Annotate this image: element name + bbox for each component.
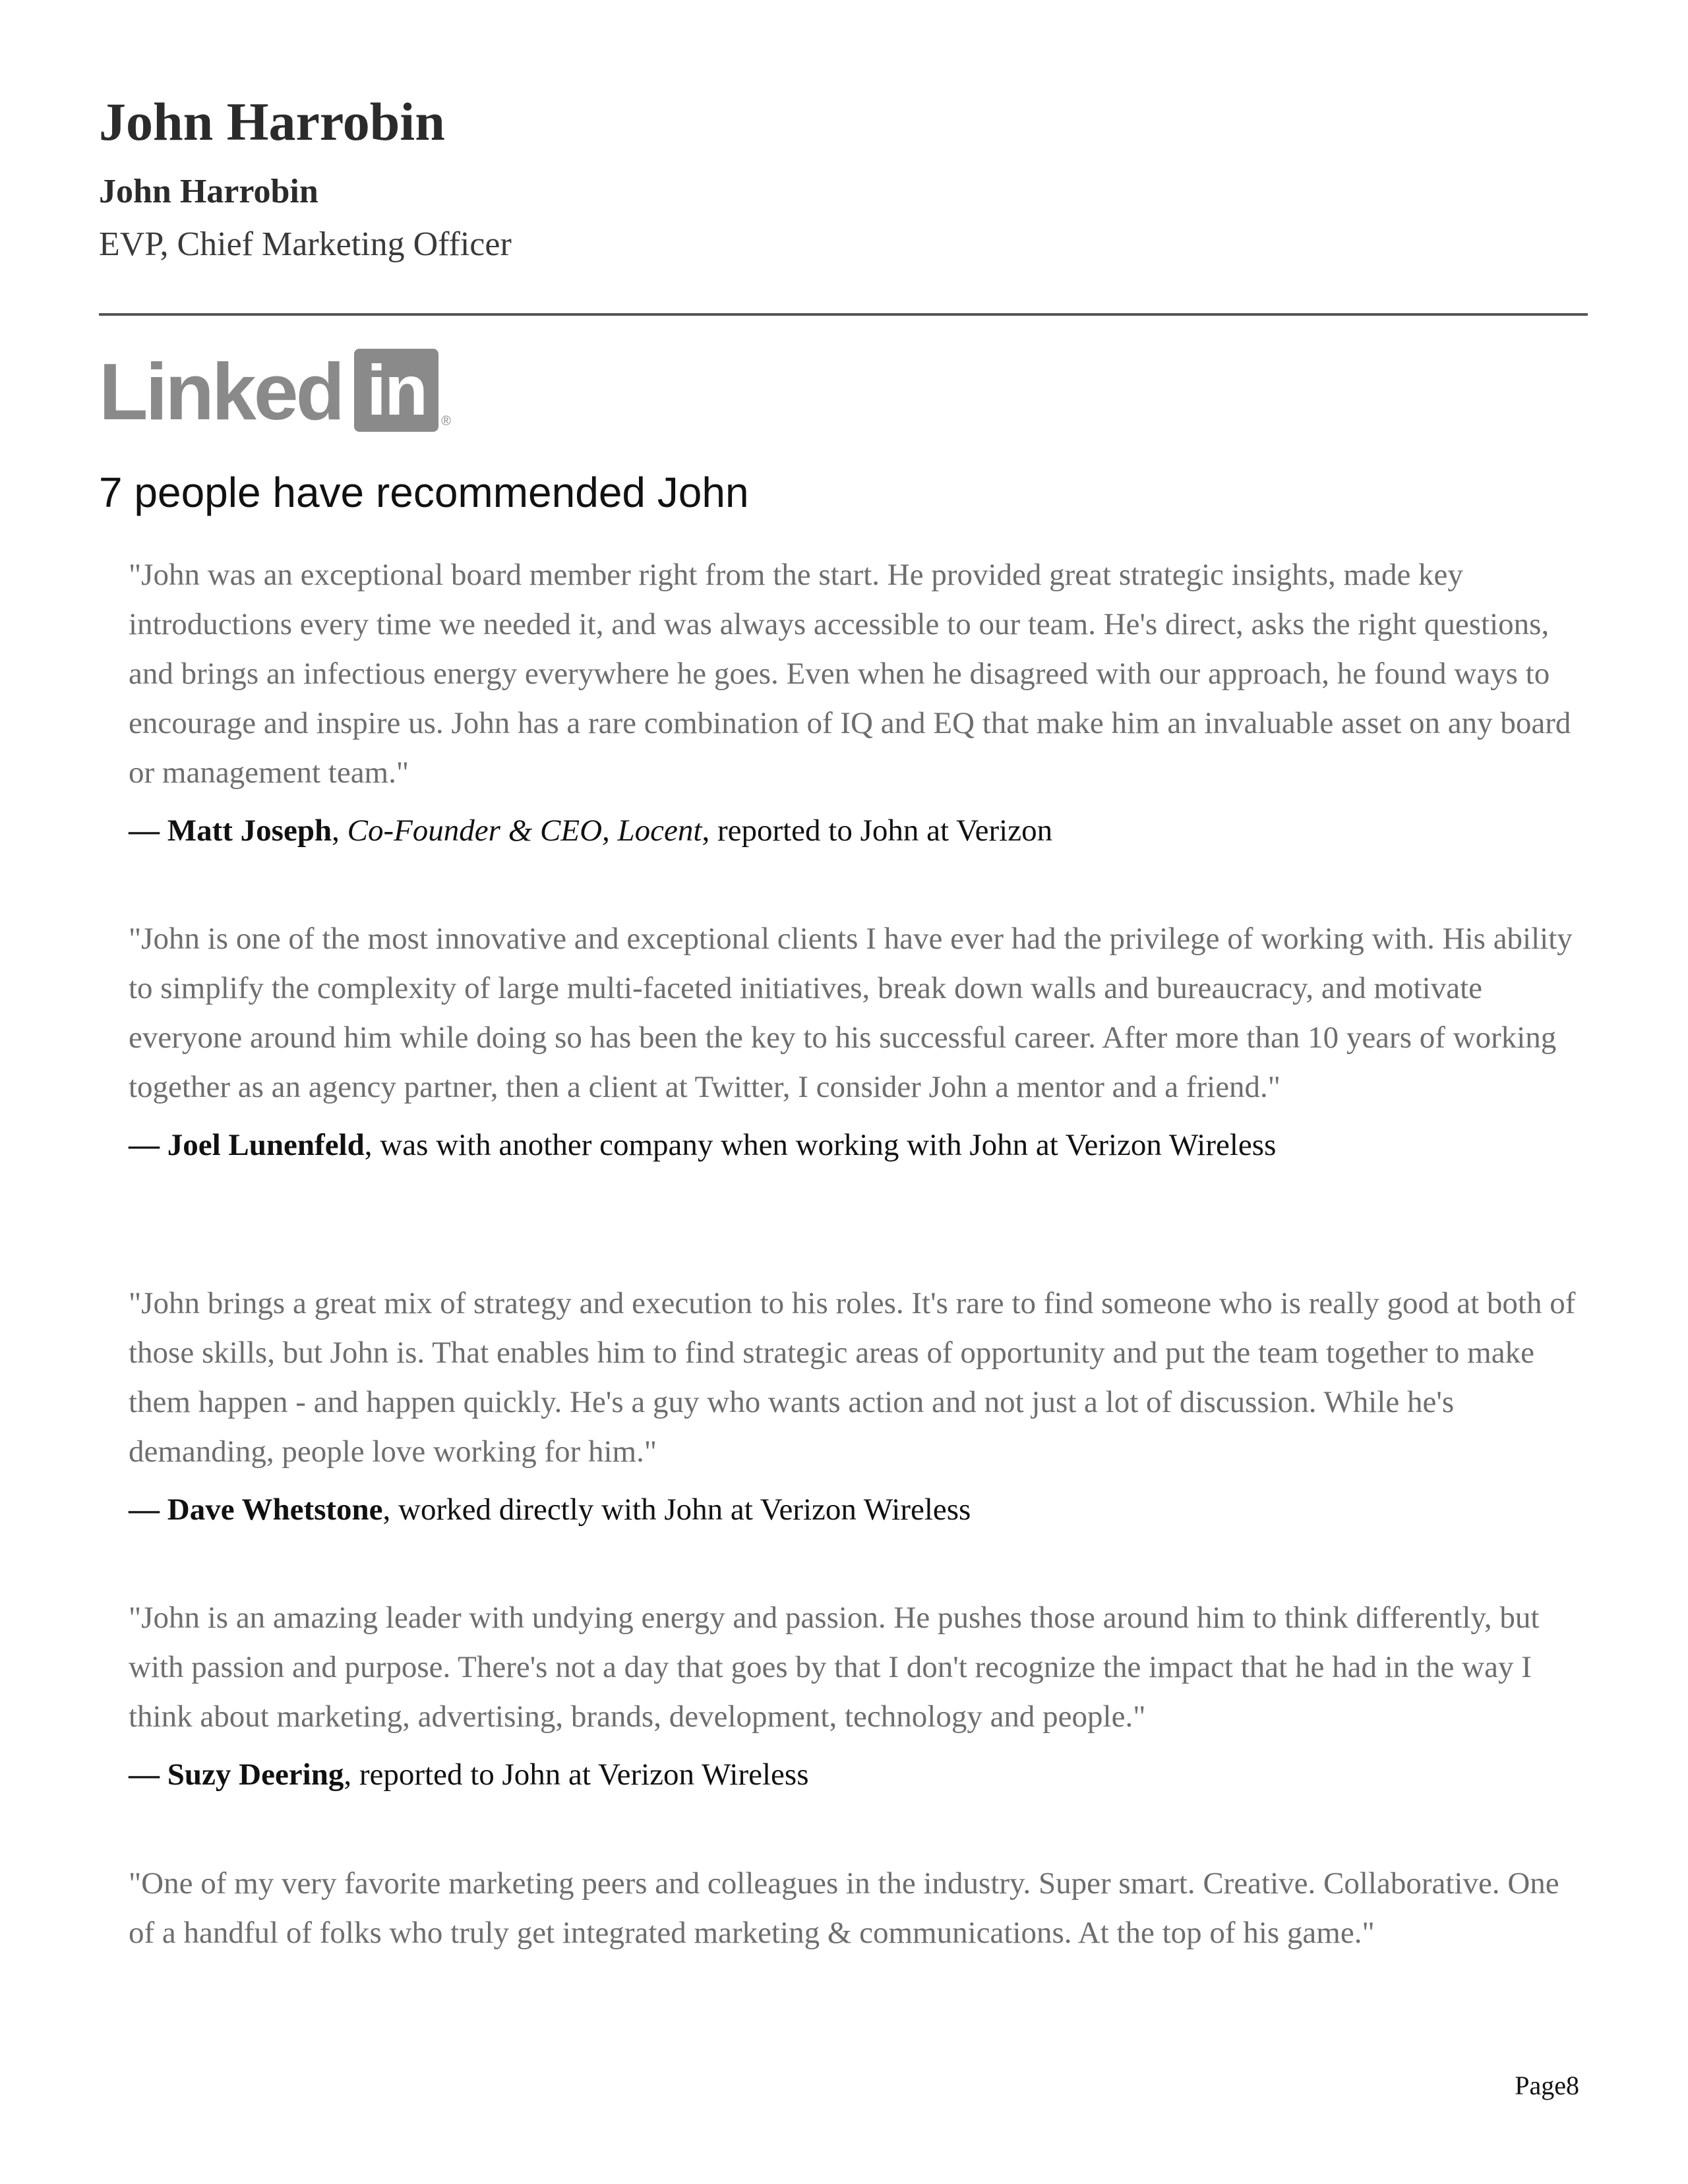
attribution-dash: — (129, 1757, 167, 1792)
attribution-dash: — (129, 813, 167, 848)
linkedin-logo-box (354, 349, 438, 432)
linkedin-logo-word: Linked (99, 347, 343, 436)
recommendation-author-role: Co-Founder & CEO, Locent (347, 813, 702, 848)
page-number: Page8 (1515, 2071, 1579, 2100)
recommendation-quote: "John is one of the most innovative and exceptional clients I have ever had the privilege of working with. His ability to simplify the complexity of large multi-faceted initiatives, break down walls and bureaucracy, and motivate everyone around him while doing so has been the key to his successful career. After more than 10 years of working together as an agency partner, then a client at Twitter, I consider John a mentor and a friend." (129, 922, 1573, 1104)
header-divider (99, 313, 1588, 316)
recommendation-item (129, 1279, 1589, 1529)
recommendation-attribution (129, 811, 1589, 850)
recommendation-quote: "John is an amazing leader with undying energy and passion. He pushes those around him to think differently, but with passion and purpose. There's not a day that goes by that I don't recognize the impact that he had in the way I think about marketing, advertising, brands, development, technology and people." (129, 1601, 1540, 1734)
recommendation-item (129, 1593, 1589, 1794)
recommendation-attribution (129, 1125, 1589, 1165)
recommendations-heading-text: people have recommended John (122, 469, 749, 516)
recommendation-relation: , was with another company when working with John at Verizon Wireless (364, 1128, 1277, 1162)
attribution-dash: — (129, 1128, 167, 1162)
profile-job-title: EVP, Chief Marketing Officer (99, 225, 512, 263)
page-title: John Harrobin (99, 92, 445, 152)
recommendation-attribution (129, 1490, 1589, 1529)
recommendation-item (129, 1859, 1589, 1958)
linkedin-logo-box-text: in (367, 350, 427, 430)
recommendation-attribution (129, 1755, 1589, 1794)
recommendation-item (129, 550, 1589, 850)
recommendation-quote: "John was an exceptional board member right from the start. He provided great strategic insights, made key introductions every time we needed it, and was always accessible to our team. He's direct, asks the right questions, and brings an infectious energy everywhere he goes. Even when he disagreed with our approach, he found ways to encourage and inspire us. John has a rare combination of IQ and EQ that make him an invaluable asset on any board or management team." (129, 558, 1571, 790)
recommendation-author: Matt Joseph (167, 813, 332, 848)
linkedin-logo-registered: ® (441, 414, 451, 428)
recommendations-heading (99, 469, 749, 516)
recommendation-relation: , reported to John at Verizon Wireless (344, 1757, 809, 1792)
recommendations-count: 7 (99, 469, 123, 516)
recommendation-item (129, 914, 1589, 1165)
recommendation-author: Joel Lunenfeld (167, 1128, 365, 1162)
attribution-separator: , (332, 813, 347, 848)
profile-name: John Harrobin (99, 173, 318, 210)
attribution-dash: — (129, 1492, 167, 1527)
linkedin-logo (99, 346, 451, 436)
recommendation-relation: , worked directly with John at Verizon Wireless (382, 1492, 971, 1527)
recommendation-quote: "John brings a great mix of strategy and execution to his roles. It's rare to find someone who is really good at both of those skills, but John is. That enables him to find strategic areas of opportunity and put the team together to make them happen - and happen quickly. He's a guy who wants action and not just a lot of discussion. While he's demanding, people love working for him." (129, 1286, 1576, 1469)
recommendation-author: Suzy Deering (167, 1757, 344, 1792)
recommendation-relation: , reported to John at Verizon (702, 813, 1053, 848)
recommendation-author: Dave Whetstone (167, 1492, 383, 1527)
recommendation-quote: "One of my very favorite marketing peers and colleagues in the industry. Super smart. Creative. Collaborative. One of a handful of folks who truly get integrated marketing & communications. At the top of his game." (129, 1866, 1559, 1950)
